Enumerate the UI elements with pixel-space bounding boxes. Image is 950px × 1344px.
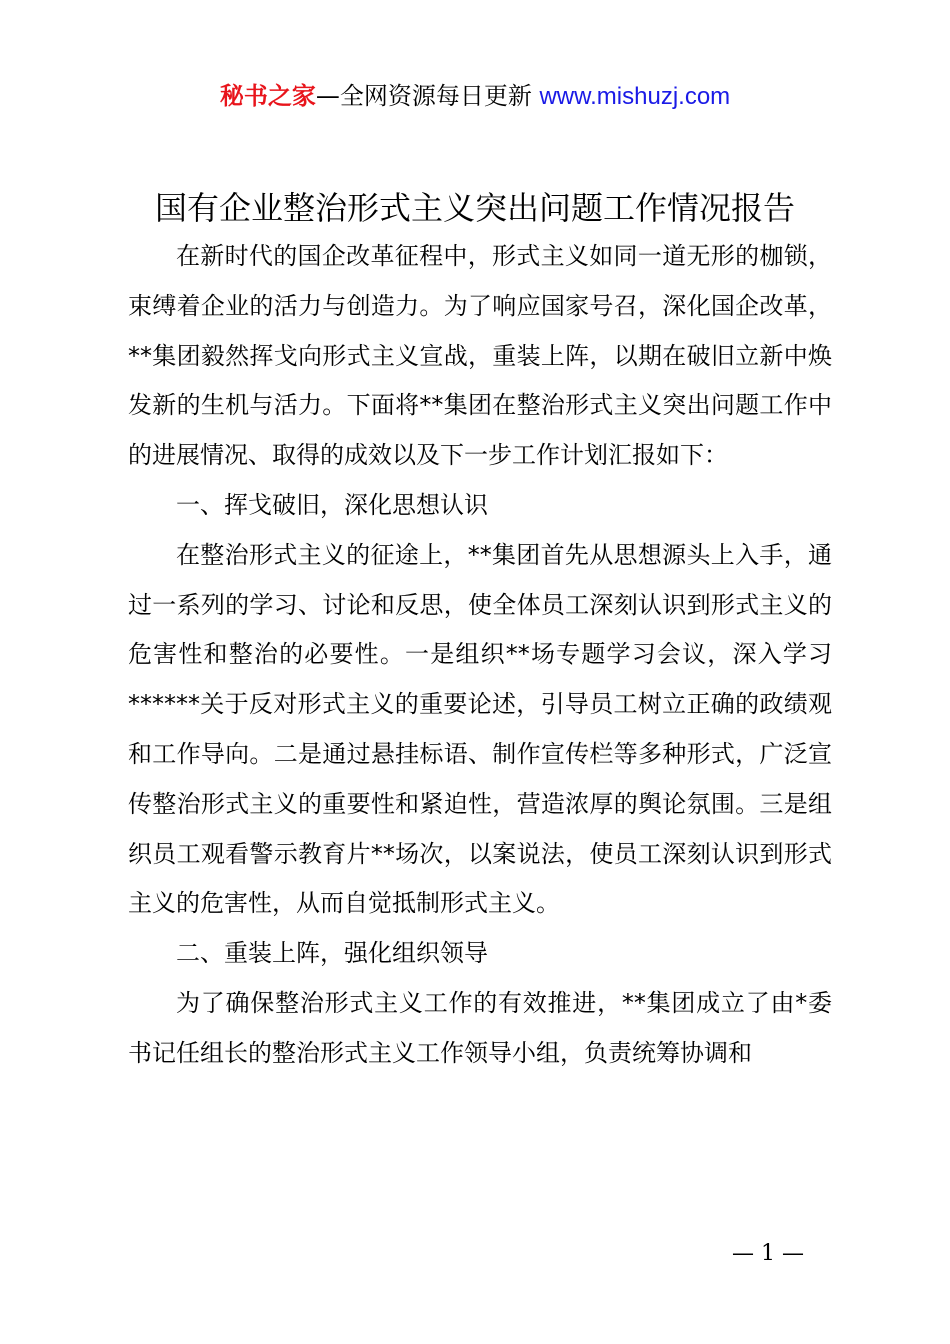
brand-name: 秘书之家 bbox=[219, 82, 316, 110]
page-number: — 1 — bbox=[732, 1241, 804, 1266]
document-body bbox=[128, 232, 832, 1079]
site-header bbox=[0, 78, 950, 115]
header-slogan: —全网资源每日更新 bbox=[315, 82, 540, 110]
intro-paragraph: 在新时代的国企改革征程中，形式主义如同一道无形的枷锁，束缚着企业的活力与创造力。为了响应国家号召，深化国企改革，**集团毅然挥戈向形式主义宣战，重装上阵，以期在破旧立新中焕发新的生机与活力。下面将**集团在整治形式主义突出问题工作中的进展情况、取得的成效以及下一步工作计划汇报如下： bbox=[128, 242, 832, 470]
document-title: 国有企业整治形式主义突出问题工作情况报告 bbox=[154, 189, 795, 227]
section-2-paragraph: 为了确保整治形式主义工作的有效推进，**集团成立了由*委书记任组长的整治形式主义工作领导小组，负责统筹协调和 bbox=[128, 988, 832, 1067]
section-heading-2: 二、重装上阵，强化组织领导 bbox=[176, 939, 488, 968]
site-url-link[interactable]: www.mishuzj.com bbox=[539, 83, 731, 110]
section-heading-1: 一、挥戈破旧，深化思想认识 bbox=[176, 490, 488, 519]
section-1-paragraph: 在整治形式主义的征途上，**集团首先从思想源头上入手，通过一系列的学习、讨论和反思，使全体员工深刻认识到形式主义的危害性和整治的必要性。一是组织**场专题学习会议，深入学习******关于反对形式主义的重要论述，引导员工树立正确的政绩观和工作导向。二是通过悬挂标语、制作宣传栏等多种形式，广泛宣传整治形式主义的重要性和紧迫性，营造浓厚的舆论氛围。三是组织员工观看警示教育片**场次，以案说法，使员工深刻认识到形式主义的危害性，从而自觉抵制形式主义。 bbox=[128, 540, 832, 918]
